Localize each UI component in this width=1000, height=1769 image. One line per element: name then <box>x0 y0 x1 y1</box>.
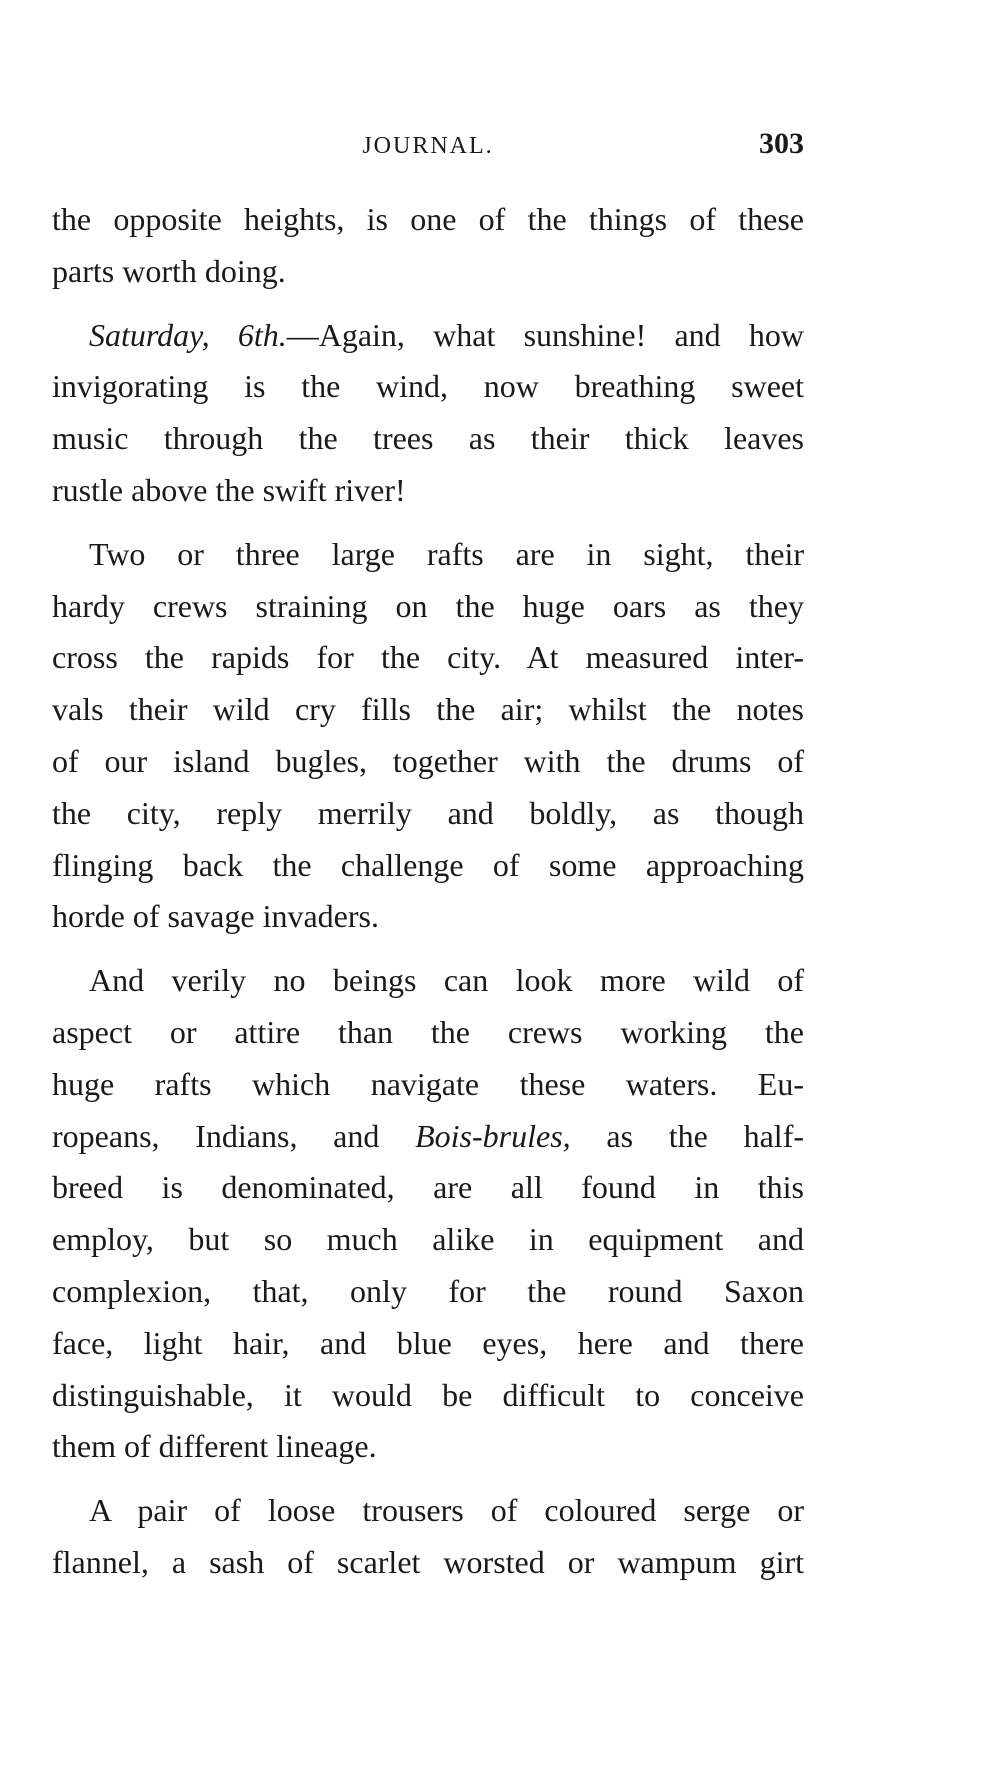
text-line: breed is denominated, are all found in this <box>52 1169 804 1206</box>
text-line: face, light hair, and blue eyes, here and there <box>52 1324 804 1361</box>
italic-term: Bois-brules, <box>415 1117 571 1154</box>
text-line: the city, reply merrily and boldly, as though <box>52 794 804 831</box>
text-line: music through the trees as their thick leaves <box>52 420 804 457</box>
text-line: distinguishable, it would be difficult to conceive <box>52 1376 804 1413</box>
text-fragment: as the half- <box>570 1117 805 1154</box>
text-line: flannel, a sash of scarlet worsted or wampum girt <box>52 1543 804 1580</box>
text-line: the opposite heights, is one of the things of these <box>52 201 804 237</box>
text-line: cross the rapids for the city. At measured inter- <box>52 639 804 676</box>
text-line: horde of savage invaders. <box>52 898 379 935</box>
text-line: employ, but so much alike in equipment and <box>52 1221 804 1258</box>
text-line: rustle above the swift river! <box>52 471 406 508</box>
body-text <box>52 194 804 1601</box>
text-fragment: ropeans, Indians, and <box>52 1117 416 1154</box>
running-title: JOURNAL. <box>362 133 494 159</box>
paragraph-1 <box>52 194 804 298</box>
running-head <box>52 127 804 167</box>
journal-date: Saturday, 6th. <box>89 316 287 353</box>
text-line: huge rafts which navigate these waters. Eu- <box>52 1065 804 1102</box>
text-line: invigorating is the wind, now breathing sweet <box>52 368 804 405</box>
paragraph-5 <box>52 1485 804 1589</box>
text-line: complexion, that, only for the round Saxon <box>52 1272 804 1309</box>
text-line: parts worth doing. <box>52 252 286 289</box>
paragraph-4 <box>52 955 804 1473</box>
text-line <box>52 310 804 362</box>
text-line <box>52 1111 804 1163</box>
text-line: of our island bugles, together with the drums of <box>52 742 804 779</box>
text-line: And verily no beings can look more wild of <box>89 962 804 999</box>
text-line: flinging back the challenge of some approaching <box>52 846 804 883</box>
text-fragment: —Again, what sunshine! and how <box>286 316 805 353</box>
text-line: A pair of loose trousers of coloured serge or <box>89 1492 804 1529</box>
page-number: 303 <box>759 127 804 160</box>
text-line: vals their wild cry fills the air; whilst the notes <box>52 691 804 728</box>
text-line: aspect or attire than the crews working the <box>52 1013 804 1050</box>
paragraph-3 <box>52 529 804 943</box>
paragraph-2 <box>52 310 804 517</box>
text-line: them of different lineage. <box>52 1428 377 1465</box>
text-line: hardy crews straining on the huge oars as they <box>52 587 804 624</box>
text-line: Two or three large rafts are in sight, their <box>89 535 804 572</box>
